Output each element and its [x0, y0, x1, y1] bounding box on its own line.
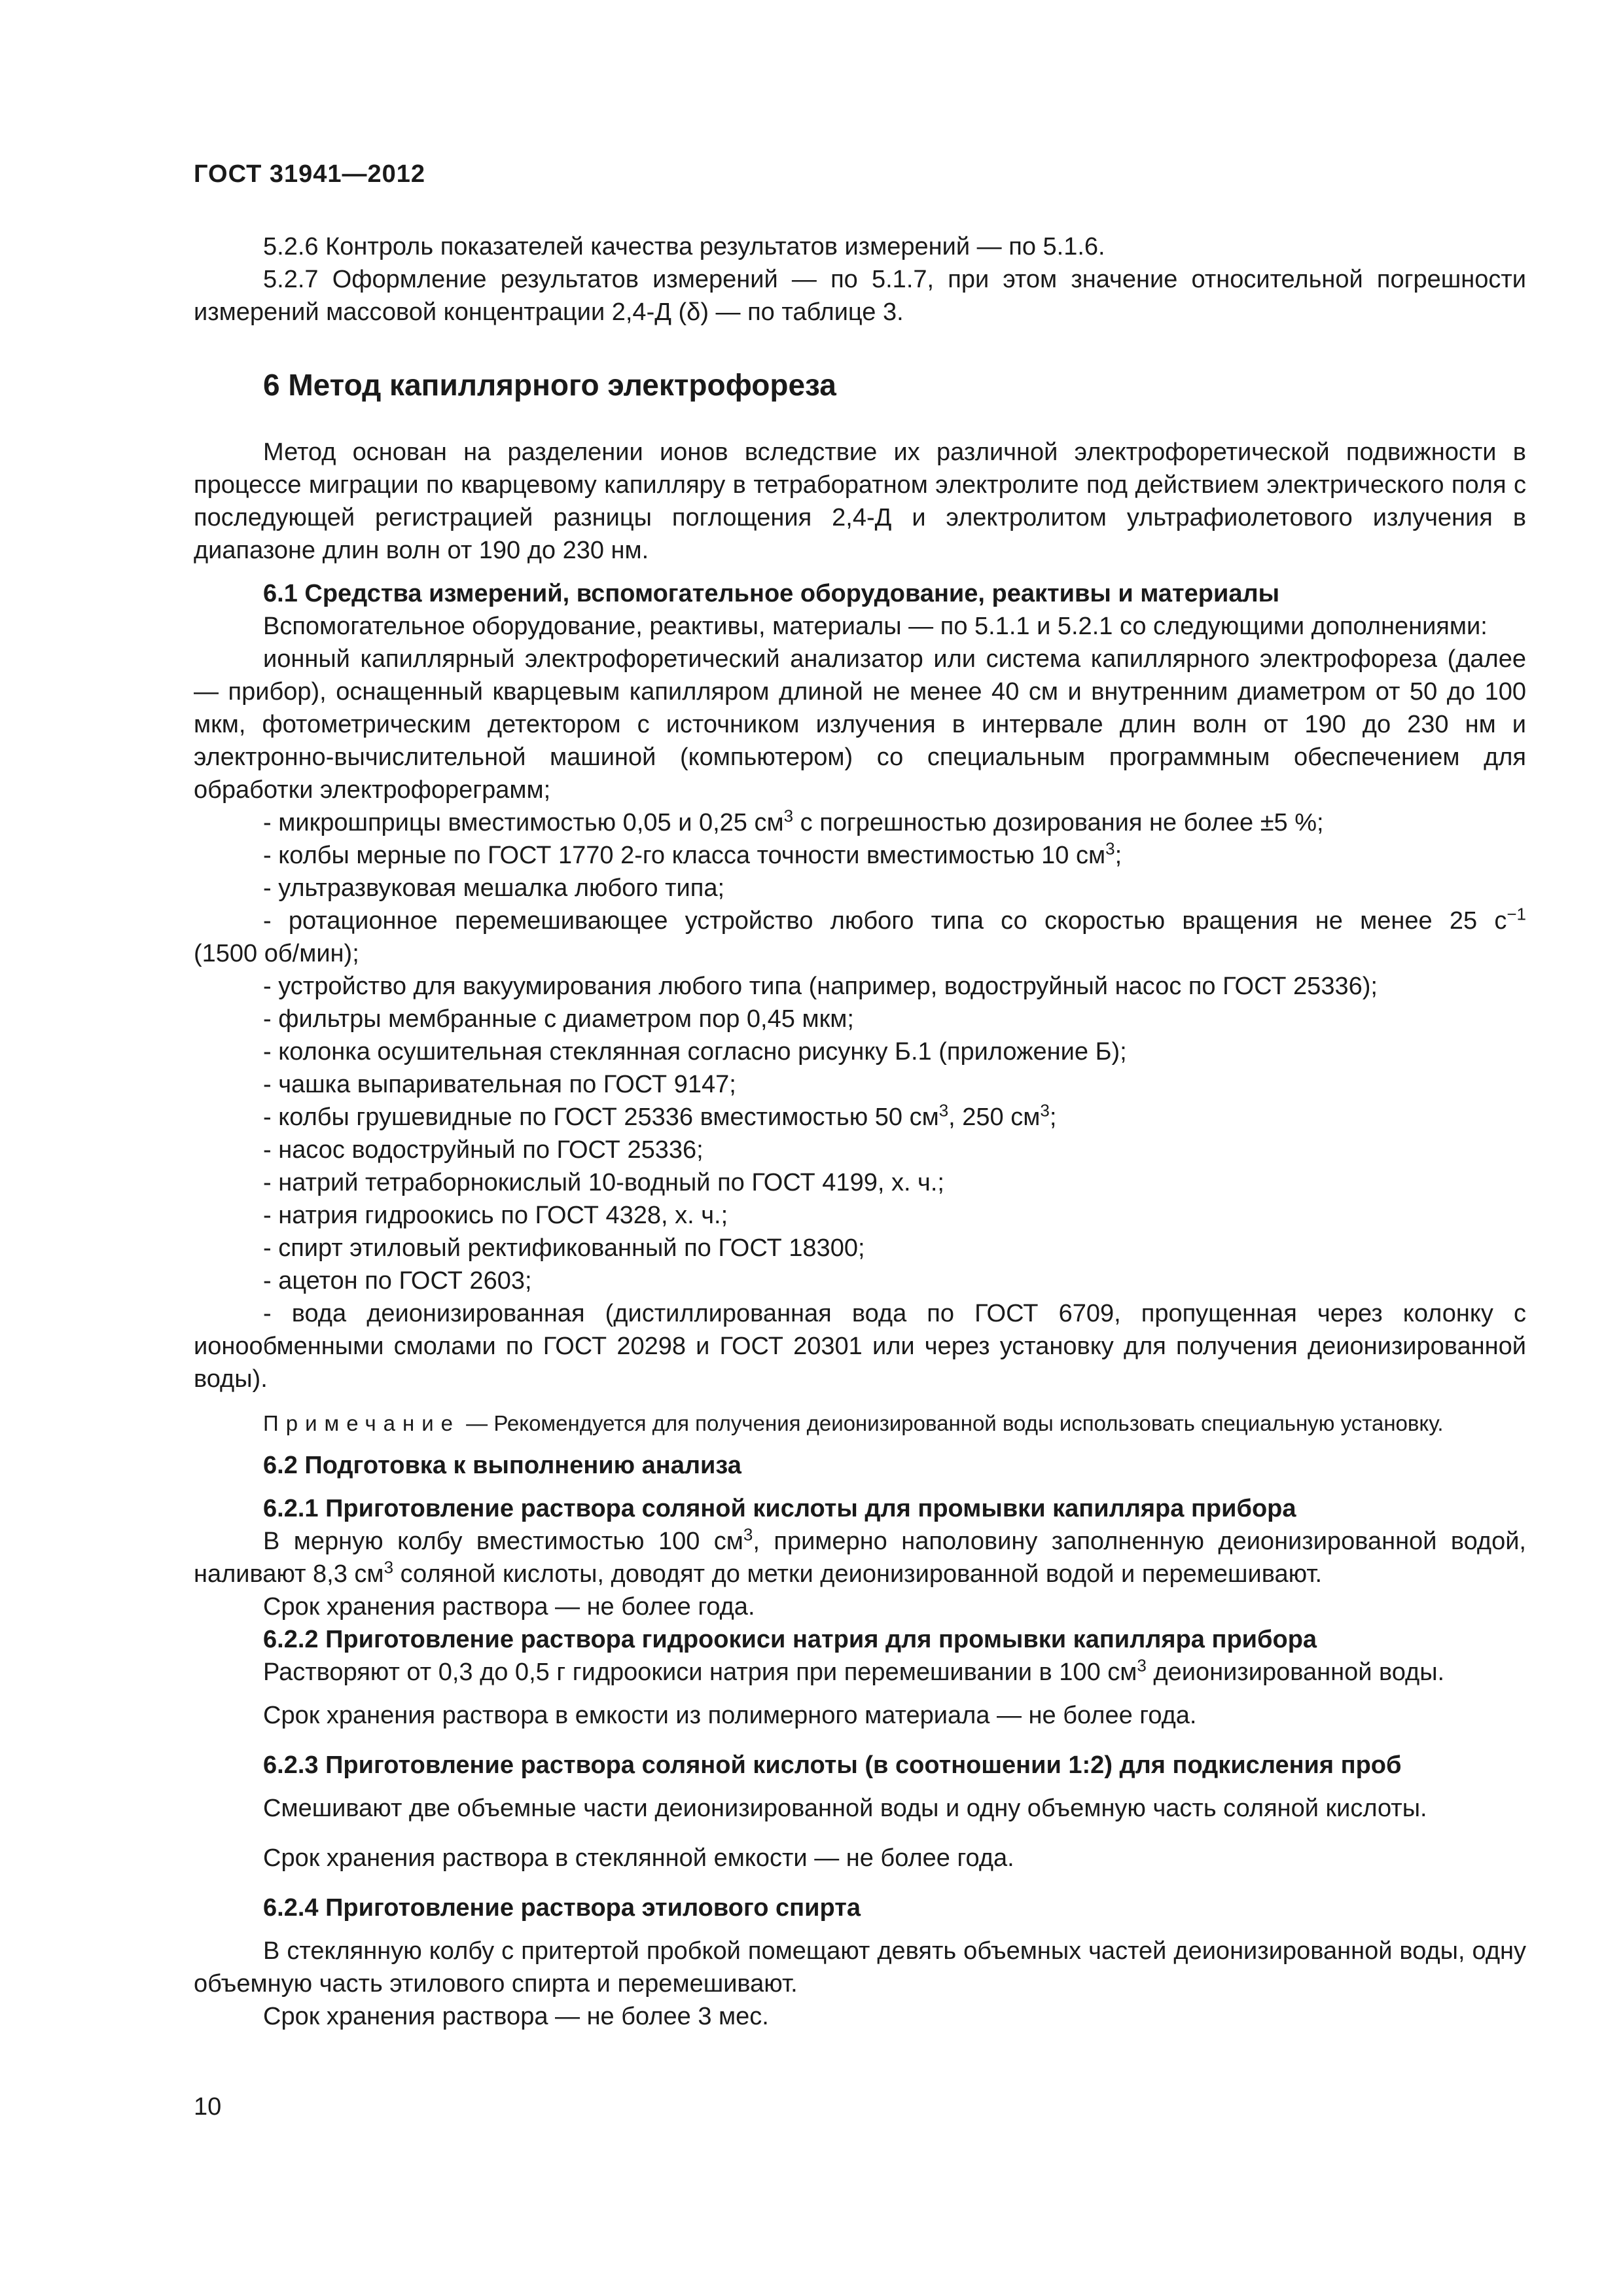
subsection-6-2-4-title: 6.2.4 Приготовление раствора этилового спирта — [263, 1894, 861, 1922]
list-item-acetone: - ацетон по ГОСТ 2603; — [263, 1267, 532, 1295]
page-number: 10 — [194, 2093, 222, 2121]
note-label: Примечание — [263, 1411, 461, 1435]
list-item-membrane-filters: - фильтры мембранные с диаметром пор 0,45 мкм; — [263, 1005, 854, 1033]
section-6-intro: Метод основан на разделении ионов вследствие их различной электрофоретической подвижности в процессе миграции по кварцевому капилляру в тетраборатном электролите под действием электрического поля с последующей регистрацией разницы поглощения 2,4-Д и электролитом ультрафиолетового излучения в диапазоне длин волн от 190 до 230 нм. — [194, 439, 1526, 564]
list-item-syringes: - микрошприцы вместимостью 0,05 и 0,25 $см^3$ с погрешностью дозирования не более ±5 %; — [263, 806, 1324, 836]
subsection-6-2-4-storage: Срок хранения раствора — не более 3 мес. — [263, 2003, 769, 2030]
paragraph-5-2-6: 5.2.6 Контроль показателей качества результатов измерений — по 5.1.6. — [263, 233, 1105, 260]
document-body — [194, 230, 1526, 2033]
paragraph-5-2-7: 5.2.7 Оформление результатов измерений — по 5.1.7, при этом значение относительной погрешности измерений массовой концентрации 2,4-Д (δ) — по таблице 3. — [194, 266, 1526, 326]
list-item-pear-flasks: - колбы грушевидные по ГОСТ 25336 вместимостью 50 $см^3$, 250 $см^3$; — [263, 1100, 1057, 1131]
analyzer-paragraph: ионный капиллярный электрофоретический анализатор или система капиллярного электрофореза (далее — прибор), оснащенный кварцевым капилляром длиной не менее 40 см и внутренним диаметром от 50 до 100 мкм, фотометрическим детектором с источником излучения в интервале длин волн от 190 до 230 нм и электронно-вычислительной машиной (компьютером) со специальным программным обеспечением для обработки электрофореграмм; — [194, 645, 1526, 804]
document-header: ГОСТ 31941—2012 — [194, 160, 426, 188]
list-item-deionized-water: - вода деионизированная (дистиллированная вода по ГОСТ 6709, пропущенная через колонку с ионообменными смолами по ГОСТ 20298 и ГОСТ 20301 или через установку для получения деионизированной воды). — [194, 1300, 1526, 1393]
subsection-6-2-2-storage: Срок хранения раствора в емкости из полимерного материала — не более года. — [263, 1702, 1197, 1729]
list-item-volumetric-flasks: - колбы мерные по ГОСТ 1770 2-го класса точности вместимостью 10 $см^3$; — [263, 838, 1122, 869]
list-item-water-pump: - насос водоструйный по ГОСТ 25336; — [263, 1136, 704, 1164]
subsection-6-2-4-text: В стеклянную колбу с притертой пробкой помещают девять объемных частей деионизированной воды, одну объемную часть этилового спирта и перемешивают. — [194, 1937, 1526, 1998]
subsection-6-1-intro: Вспомогательное оборудование, реактивы, материалы — по 5.1.1 и 5.2.1 со следующими дополнениями: — [263, 613, 1488, 640]
subsection-6-2-1-title: 6.2.1 Приготовление раствора соляной кислоты для промывки капилляра прибора — [263, 1495, 1296, 1522]
list-item-ethanol: - спирт этиловый ректификованный по ГОСТ 18300; — [263, 1234, 865, 1262]
subsection-6-2-3-title: 6.2.3 Приготовление раствора соляной кислоты (в соотношении 1:2) для подкисления проб — [263, 1751, 1402, 1779]
list-item-sodium-hydroxide: - натрия гидроокись по ГОСТ 4328, х. ч.; — [263, 1202, 728, 1229]
list-item-ultrasonic-mixer: - ультразвуковая мешалка любого типа; — [263, 874, 725, 902]
section-6-title: 6 Метод капиллярного электрофореза — [263, 368, 836, 402]
list-item-rotary-mixer: - ротационное перемешивающее устройство любого типа со скоростью вращения не менее 25 $с^{-1}$ — [263, 904, 1526, 935]
subsection-6-2-3-storage: Срок хранения раствора в стеклянной емкости — не более года. — [263, 1844, 1014, 1872]
list-item-rotary-mixer-cont: (1500 об/мин); — [194, 940, 359, 967]
subsection-6-2-title: 6.2 Подготовка к выполнению анализа — [263, 1452, 741, 1479]
subsection-6-2-3-text: Смешивают две объемные части деионизированной воды и одну объемную часть соляной кислоты. — [263, 1795, 1427, 1822]
subsection-6-2-2-text: Растворяют от 0,3 до 0,5 г гидроокиси натрия при перемешивании в 100 $см^3$ деионизированной воды. — [263, 1655, 1445, 1686]
list-item-drying-column: - колонка осушительная стеклянная согласно рисунку Б.1 (приложение Б); — [263, 1038, 1127, 1066]
subsection-6-2-2-title: 6.2.2 Приготовление раствора гидроокиси натрия для промывки капилляра прибора — [263, 1626, 1317, 1653]
subsection-6-1-title: 6.1 Средства измерений, вспомогательное оборудование, реактивы и материалы — [263, 580, 1280, 607]
subsection-6-2-1-text: В мерную колбу вместимостью 100 $см^3$, примерно наполовину заполненную деионизированной водой, наливают 8,3 $см^3$ соляной кислоты, доводят до метки деионизированной водой и перемешивают. — [194, 1524, 1526, 1588]
subsection-6-2-1-storage: Срок хранения раствора — не более года. — [263, 1593, 755, 1621]
list-item-evaporating-dish: - чашка выпаривательная по ГОСТ 9147; — [263, 1071, 736, 1098]
list-item-sodium-tetraborate: - натрий тетраборнокислый 10-водный по ГОСТ 4199, х. ч.; — [263, 1169, 944, 1196]
note-text: — Рекомендуется для получения деионизированной воды использовать специальную установку. — [460, 1411, 1444, 1435]
note-paragraph — [194, 1408, 1526, 1439]
list-item-vacuum-device: - устройство для вакуумирования любого типа (например, водоструйный насос по ГОСТ 25336); — [263, 973, 1378, 1000]
